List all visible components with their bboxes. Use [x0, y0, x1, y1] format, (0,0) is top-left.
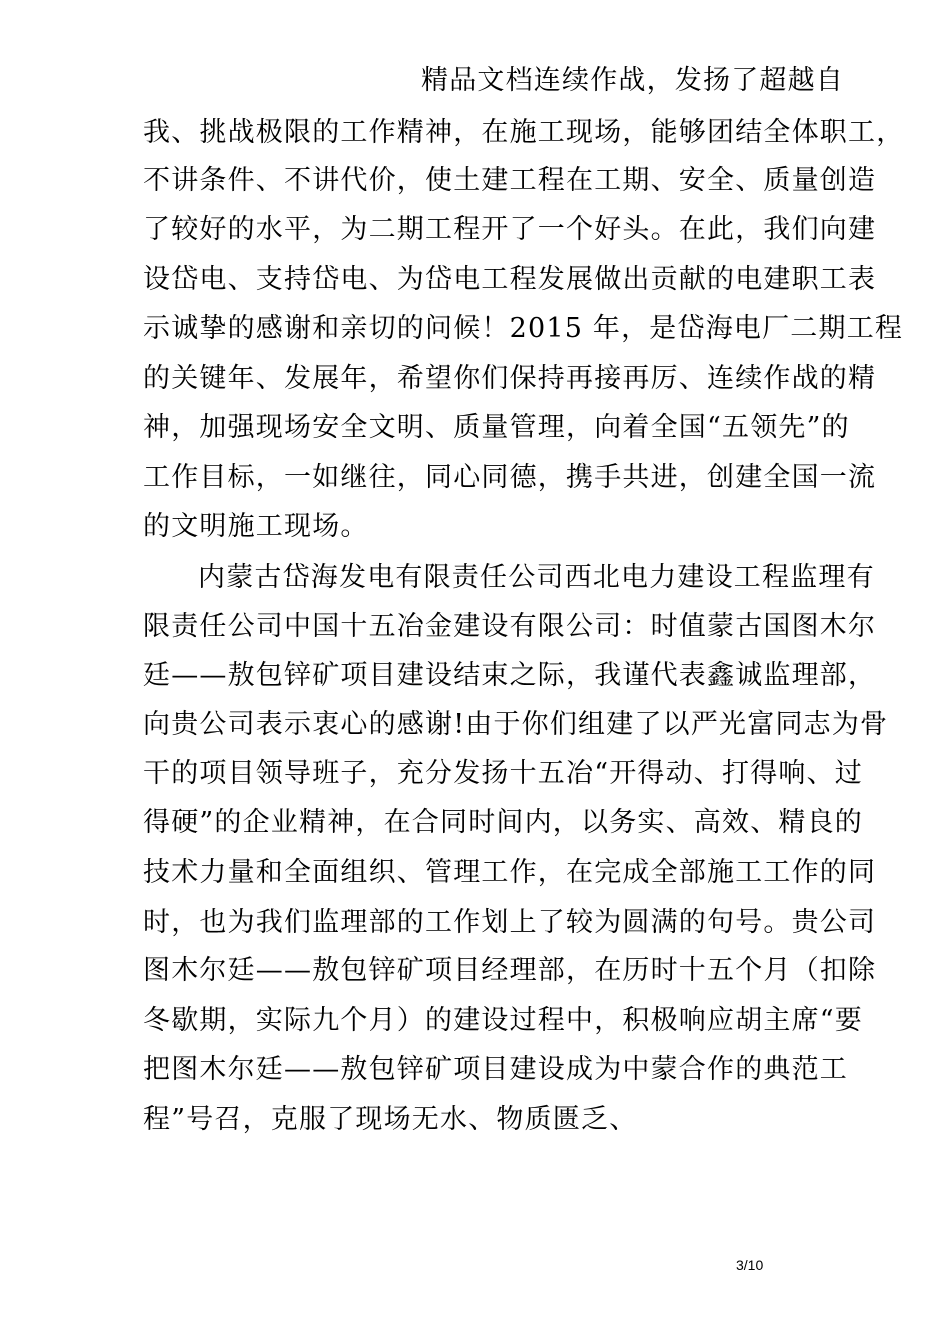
- paragraph-2-line-2: 限责任公司中国十五冶金建设有限公司：时值蒙古国图木尔: [143, 611, 877, 642]
- paragraph-2-line-3: 廷——敖包锌矿项目建设结束之际，我谨代表鑫诚监理部，: [143, 660, 877, 691]
- text-line-6: 示诚挚的感谢和亲切的问候！2015 年，是岱海电厂二期工程: [143, 313, 904, 344]
- paragraph-2-line-6: 得硬”的企业精神，在合同时间内，以务实、高效、精良的: [143, 807, 864, 838]
- text-line-2: 我、挑战极限的工作精神，在施工现场，能够团结全体职工，: [143, 117, 905, 148]
- page-number: 3/10: [736, 1257, 764, 1273]
- paragraph-2-line-7: 技术力量和全面组织、管理工作，在完成全部施工工作的同: [143, 857, 877, 888]
- text-line-1: 精品文档连续作战，发扬了超越自: [421, 65, 844, 96]
- paragraph-2-line-10: 冬歇期，实际九个月）的建设过程中，积极响应胡主席“要: [143, 1005, 864, 1036]
- text-line-5: 设岱电、支持岱电、为岱电工程发展做出贡献的电建职工表: [143, 264, 877, 295]
- paragraph-2-line-9: 图木尔廷——敖包锌矿项目经理部，在历时十五个月（扣除: [143, 955, 877, 986]
- paragraph-2-line-8: 时，也为我们监理部的工作划上了较为圆满的句号。贵公司: [143, 907, 877, 938]
- text-line-3: 不讲条件、不讲代价，使土建工程在工期、安全、质量创造: [143, 165, 877, 196]
- text-line-10: 的文明施工现场。: [143, 511, 369, 542]
- text-line-7: 的关键年、发展年，希望你们保持再接再厉、连续作战的精: [143, 363, 877, 394]
- paragraph-2-line-12: 程”号召，克服了现场无水、物质匮乏、: [143, 1104, 638, 1135]
- text-line-4: 了较好的水平，为二期工程开了一个好头。在此，我们向建: [143, 214, 877, 245]
- paragraph-2-line-5: 干的项目领导班子，充分发扬十五冶“开得动、打得响、过: [143, 758, 864, 789]
- paragraph-2-line-11: 把图木尔廷——敖包锌矿项目建设成为中蒙合作的典范工: [143, 1054, 848, 1085]
- text-line-8: 神，加强现场安全文明、质量管理，向着全国“五领先”的: [143, 412, 850, 443]
- paragraph-2-line-4: 向贵公司表示衷心的感谢!由于你们组建了以严光富同志为骨: [143, 709, 889, 740]
- paragraph-2-line-1: 内蒙古岱海发电有限责任公司西北电力建设工程监理有: [198, 562, 875, 593]
- text-line-9: 工作目标，一如继往，同心同德，携手共进，创建全国一流: [143, 462, 877, 493]
